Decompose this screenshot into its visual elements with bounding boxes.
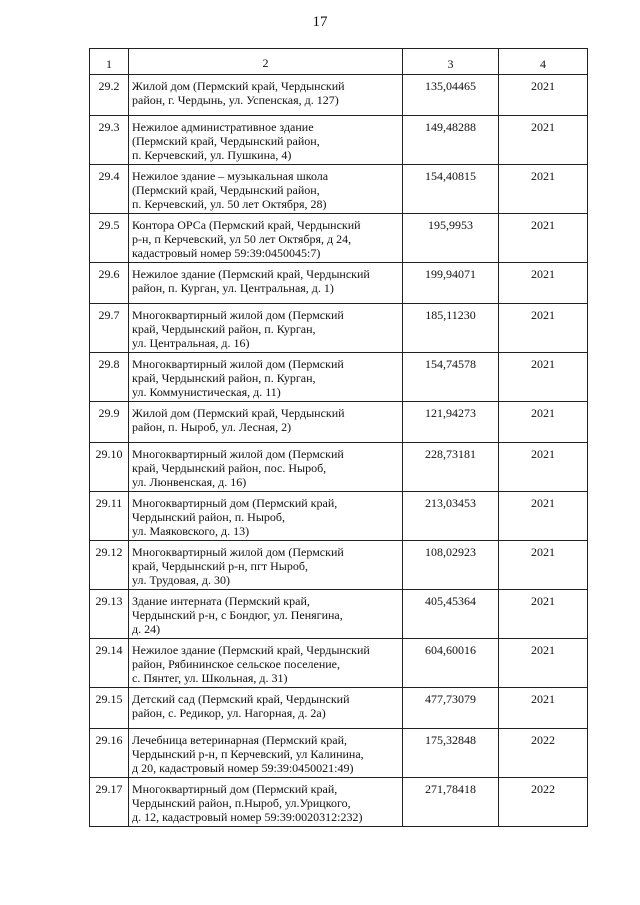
row-value-text: 405,45364 — [425, 594, 476, 608]
row-year — [499, 304, 588, 353]
row-number-text: 29.12 — [95, 545, 123, 559]
row-value — [403, 402, 499, 443]
row-description — [129, 75, 403, 116]
row-value-text: 604,60016 — [425, 643, 476, 657]
page-number: 17 — [312, 14, 328, 30]
row-year — [499, 688, 588, 729]
row-number-text: 29.17 — [95, 782, 123, 796]
table-row — [90, 778, 588, 827]
row-value — [403, 729, 499, 778]
table-row — [90, 639, 588, 688]
row-year-text: 2021 — [531, 496, 555, 510]
row-value — [403, 165, 499, 214]
row-year-text: 2022 — [531, 782, 555, 796]
row-value — [403, 541, 499, 590]
row-year — [499, 402, 588, 443]
row-number — [90, 353, 129, 402]
row-number — [90, 541, 129, 590]
row-description — [129, 402, 403, 443]
header-col-2: 2 — [129, 49, 403, 75]
row-value-text: 185,11230 — [425, 308, 476, 322]
row-year — [499, 116, 588, 165]
row-year-text: 2021 — [531, 643, 555, 657]
row-number — [90, 729, 129, 778]
row-description-text: Нежилое здание (Пермский край, Чердынский район, п. Курган, ул. Центральная, д. 1) — [132, 267, 370, 295]
row-number-text: 29.9 — [98, 406, 120, 420]
table-header-row — [90, 49, 588, 75]
row-year — [499, 214, 588, 263]
row-value-text: 271,78418 — [425, 782, 476, 796]
row-year-text: 2021 — [531, 79, 555, 93]
row-year-text: 2022 — [531, 733, 555, 747]
row-description — [129, 353, 403, 402]
row-year-text: 2021 — [531, 218, 555, 232]
row-number — [90, 263, 129, 304]
row-year-text: 2021 — [531, 594, 555, 608]
table-row — [90, 492, 588, 541]
row-value-text: 228,73181 — [425, 447, 476, 461]
row-value-text: 108,02923 — [425, 545, 476, 559]
row-value-text: 199,94071 — [425, 267, 476, 281]
row-number-text: 29.8 — [98, 357, 120, 371]
row-year-text: 2021 — [531, 447, 555, 461]
row-description — [129, 590, 403, 639]
row-number-text: 29.14 — [95, 643, 123, 657]
table-row — [90, 729, 588, 778]
row-number-text: 29.2 — [98, 79, 120, 93]
row-year — [499, 492, 588, 541]
row-year-text: 2021 — [531, 308, 555, 322]
row-value-text: 149,48288 — [425, 120, 476, 134]
row-description-text: Многоквартирный дом (Пермский край, Чердынский район, п. Ныроб, ул. Маяковского, д. 13) — [132, 496, 338, 538]
table-row — [90, 75, 588, 116]
table-row — [90, 304, 588, 353]
row-description — [129, 541, 403, 590]
row-description — [129, 729, 403, 778]
row-year — [499, 590, 588, 639]
row-year-text: 2021 — [531, 692, 555, 706]
table-row — [90, 402, 588, 443]
row-number — [90, 214, 129, 263]
row-value — [403, 304, 499, 353]
row-year — [499, 443, 588, 492]
row-value-text: 477,73079 — [425, 692, 476, 706]
table-row — [90, 165, 588, 214]
row-number-text: 29.4 — [98, 169, 120, 183]
row-description-text: Многоквартирный дом (Пермский край, Чердынский район, п.Ныроб, ул.Урицкого, д. 12, кадастровый номер 59:39:0020312:232) — [132, 782, 363, 824]
row-year-text: 2021 — [531, 406, 555, 420]
row-number-text: 29.13 — [95, 594, 123, 608]
row-number — [90, 778, 129, 827]
row-year — [499, 165, 588, 214]
row-value-text: 135,04465 — [425, 79, 476, 93]
row-number-text: 29.5 — [98, 218, 120, 232]
row-description-text: Нежилое административное здание (Пермский край, Чердынский район, п. Керчевский, ул. Пушкина, 4) — [132, 120, 320, 162]
row-value-text: 121,94273 — [425, 406, 476, 420]
header-col-3: 3 — [403, 49, 499, 75]
row-value — [403, 688, 499, 729]
row-year-text: 2021 — [531, 169, 555, 183]
row-value-text: 175,32848 — [425, 733, 476, 747]
row-year — [499, 75, 588, 116]
row-description-text: Контора ОРСа (Пермский край, Чердынский р-н, п Керчевский, ул 50 лет Октября, д 24, кадастровый номер 59:39:0450045:7) — [132, 218, 361, 260]
row-description-text: Детский сад (Пермский край, Чердынский район, с. Редикор, ул. Нагорная, д. 2а) — [132, 692, 350, 720]
table-row — [90, 590, 588, 639]
row-value — [403, 639, 499, 688]
row-value — [403, 778, 499, 827]
row-number — [90, 402, 129, 443]
row-description — [129, 688, 403, 729]
row-description — [129, 639, 403, 688]
row-year — [499, 639, 588, 688]
table-row — [90, 214, 588, 263]
row-description-text: Многоквартирный жилой дом (Пермский край, Чердынский р-н, пгт Ныроб, ул. Трудовая, д. 30) — [132, 545, 344, 587]
row-number-text: 29.6 — [98, 267, 120, 281]
row-description-text: Многоквартирный жилой дом (Пермский край, Чердынский район, п. Курган, ул. Коммунистическая, д. 11) — [132, 357, 344, 399]
row-value — [403, 116, 499, 165]
row-number — [90, 688, 129, 729]
row-description — [129, 492, 403, 541]
row-value — [403, 214, 499, 263]
row-year — [499, 263, 588, 304]
row-description-text: Лечебница ветеринарная (Пермский край, Чердынский р-н, п Керчевский, ул Калинина, д 20, кадастровый номер 59:39:0450021:49) — [132, 733, 364, 775]
row-value-text: 213,03453 — [425, 496, 476, 510]
row-number-text: 29.10 — [95, 447, 123, 461]
row-number — [90, 443, 129, 492]
table-row — [90, 263, 588, 304]
row-number-text: 29.15 — [95, 692, 123, 706]
row-description-text: Жилой дом (Пермский край, Чердынский район, п. Ныроб, ул. Лесная, 2) — [132, 406, 345, 434]
row-value — [403, 75, 499, 116]
row-year — [499, 541, 588, 590]
table-row — [90, 541, 588, 590]
row-value-text: 154,40815 — [425, 169, 476, 183]
row-number — [90, 75, 129, 116]
row-description-text: Нежилое здание – музыкальная школа (Пермский край, Чердынский район, п. Керчевский, ул. 50 лет Октября, 28) — [132, 169, 329, 211]
row-description — [129, 165, 403, 214]
row-value-text: 195,9953 — [428, 218, 473, 232]
row-description — [129, 443, 403, 492]
row-value-text: 154,74578 — [425, 357, 476, 371]
row-description — [129, 263, 403, 304]
table-row — [90, 688, 588, 729]
row-number-text: 29.3 — [98, 120, 120, 134]
row-number — [90, 116, 129, 165]
row-year — [499, 729, 588, 778]
row-description-text: Многоквартирный жилой дом (Пермский край, Чердынский район, п. Курган, ул. Центральная, д. 16) — [132, 308, 344, 350]
row-description — [129, 214, 403, 263]
row-value — [403, 590, 499, 639]
table-row — [90, 443, 588, 492]
row-year — [499, 353, 588, 402]
row-year — [499, 778, 588, 827]
row-value — [403, 353, 499, 402]
row-number — [90, 304, 129, 353]
row-description-text: Многоквартирный жилой дом (Пермский край, Чердынский район, пос. Ныроб, ул. Люнвенская, д. 16) — [132, 447, 344, 489]
row-description — [129, 116, 403, 165]
row-description — [129, 778, 403, 827]
property-table — [89, 48, 588, 827]
row-number — [90, 492, 129, 541]
row-number-text: 29.16 — [95, 733, 123, 747]
row-description-text: Жилой дом (Пермский край, Чердынский район, г. Чердынь, ул. Успенская, д. 127) — [132, 79, 345, 107]
row-value — [403, 443, 499, 492]
row-description-text: Нежилое здание (Пермский край, Чердынский район, Рябининское сельское поселение, с. Пянтег, ул. Школьная, д. 31) — [132, 643, 370, 685]
row-number — [90, 590, 129, 639]
row-number — [90, 639, 129, 688]
row-number-text: 29.11 — [95, 496, 123, 510]
table-row — [90, 116, 588, 165]
row-year-text: 2021 — [531, 545, 555, 559]
row-description-text: Здание интерната (Пермский край, Чердынский р-н, с Бондюг, ул. Пенягина, д. 24) — [132, 594, 343, 636]
row-value — [403, 492, 499, 541]
row-number-text: 29.7 — [98, 308, 120, 322]
header-col-1: 1 — [90, 49, 129, 75]
table-row — [90, 353, 588, 402]
row-value — [403, 263, 499, 304]
row-year-text: 2021 — [531, 357, 555, 371]
row-description — [129, 304, 403, 353]
row-number — [90, 165, 129, 214]
row-year-text: 2021 — [531, 120, 555, 134]
row-year-text: 2021 — [531, 267, 555, 281]
header-col-4: 4 — [499, 49, 588, 75]
